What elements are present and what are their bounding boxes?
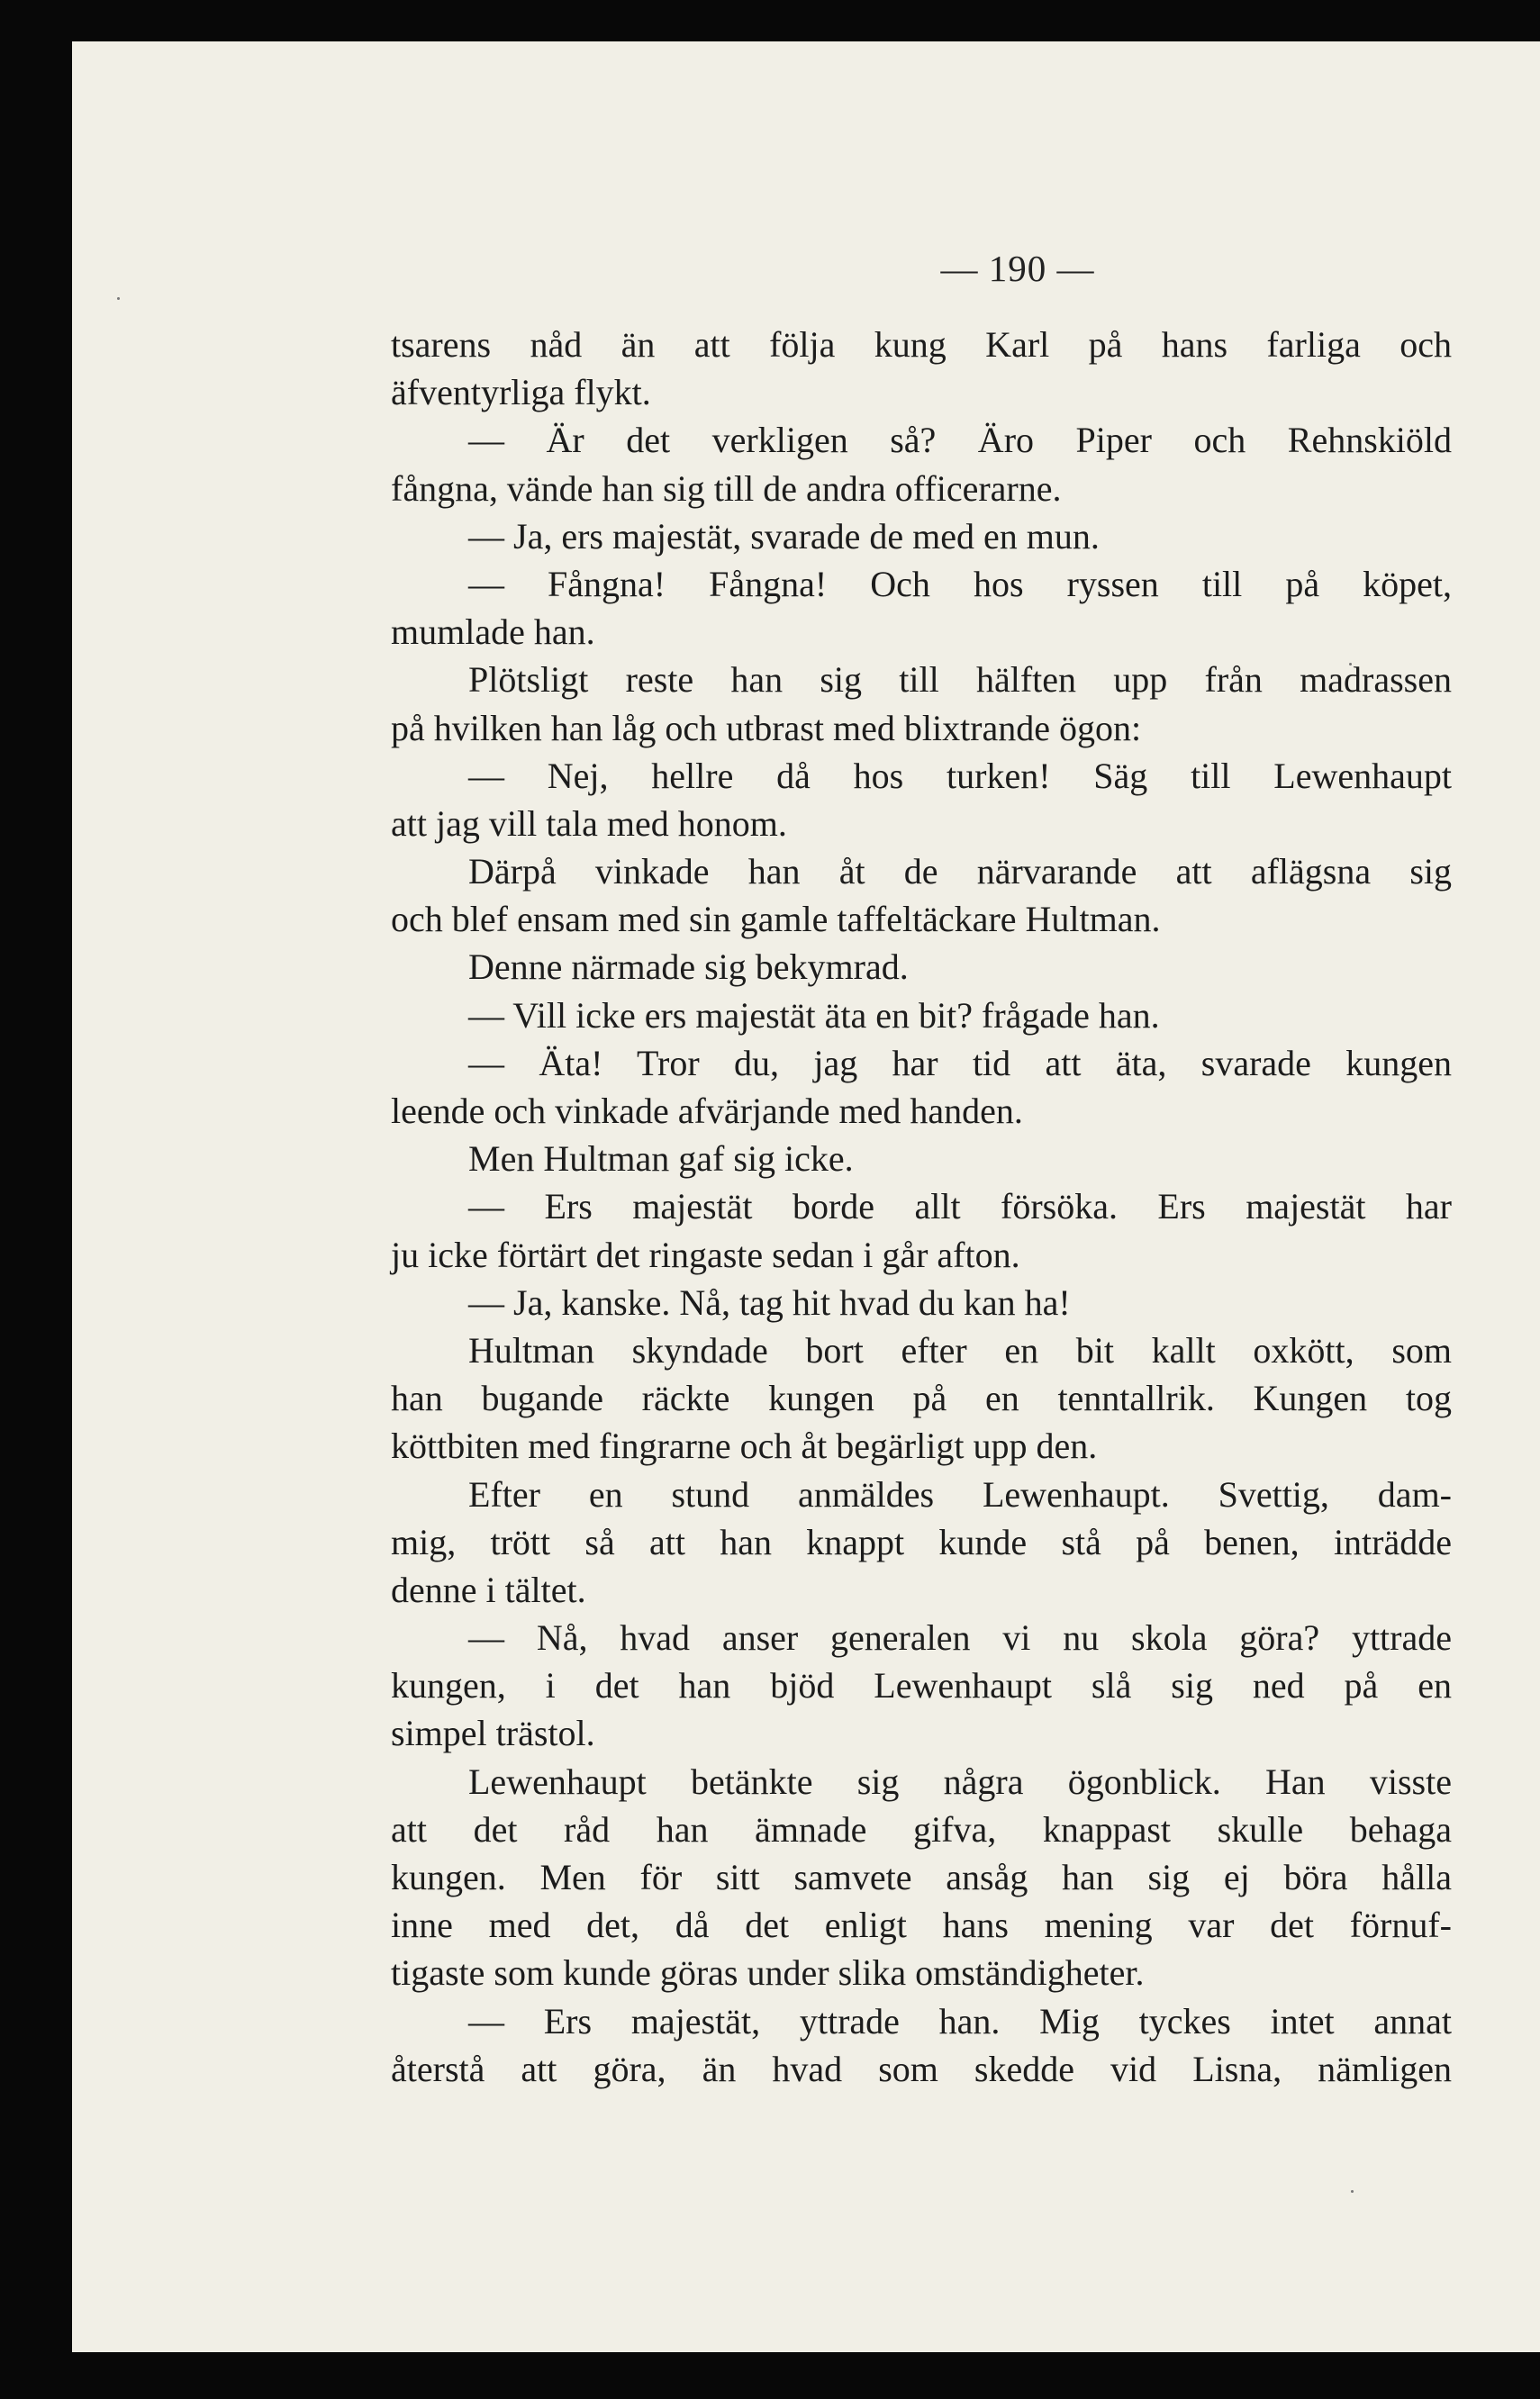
text-line: Lewenhaupt betänkte sig några ögonblick. Han visste bbox=[468, 1761, 1452, 1802]
text-line: på hvilken han låg och utbrast med blixtrande ögon: bbox=[391, 707, 1142, 748]
text-line: simpel trästol. bbox=[391, 1713, 595, 1754]
text-line: kungen, i det han bjöd Lewenhaupt slå sig ned på en bbox=[391, 1665, 1452, 1706]
text-line: kungen. Men för sitt samvete ansåg han sig ej böra hålla bbox=[391, 1857, 1452, 1897]
text-line: Denne närmade sig bekymrad. bbox=[468, 946, 909, 988]
text-line: Men Hultman gaf sig icke. bbox=[468, 1138, 854, 1180]
text-line: och blef ensam med sin gamle taffeltäckare Hultman. bbox=[391, 899, 1161, 940]
text-line: att det råd han ämnade gifva, knappast skulle behaga bbox=[391, 1808, 1452, 1850]
text-line: — Ja, ers majestät, svarade de med en mun. bbox=[468, 515, 1100, 557]
text-line: tsarens nåd än att följa kung Karl på hans farliga och bbox=[391, 324, 1452, 365]
text-line: Hultman skyndade bort efter en bit kallt oxkött, som bbox=[468, 1329, 1452, 1371]
text-line: att jag vill tala med honom. bbox=[391, 802, 787, 844]
text-line: Plötsligt reste han sig till hälften upp från madrassen bbox=[468, 659, 1452, 701]
text-line: mumlade han. bbox=[391, 611, 595, 653]
body-text bbox=[391, 321, 1452, 2093]
text-line: Efter en stund anmäldes Lewenhaupt. Svettig, dam- bbox=[468, 1473, 1452, 1515]
margin-speck bbox=[117, 297, 120, 300]
text-line: köttbiten med fingrarne och åt begärligt upp den. bbox=[391, 1426, 1098, 1467]
text-line: han bugande räckte kungen på en tenntallrik. Kungen tog bbox=[391, 1378, 1452, 1419]
text-line: fångna, vände han sig till de andra officerarne. bbox=[391, 467, 1062, 509]
text-line: — Äta! Tror du, jag har tid att äta, svarade kungen bbox=[468, 1042, 1452, 1083]
text-line: denne i tältet. bbox=[391, 1569, 586, 1610]
text-line: ju icke förtärt det ringaste sedan i går afton. bbox=[391, 1234, 1020, 1275]
text-line: — Nå, hvad anser generalen vi nu skola göra? yttrade bbox=[468, 1617, 1452, 1659]
text-line: — Är det verkligen så? Äro Piper och Rehnskiöld bbox=[468, 420, 1452, 461]
text-line: — Nej, hellre då hos turken! Säg till Lewenhaupt bbox=[468, 755, 1452, 796]
text-line: — Fångna! Fångna! Och hos ryssen till på köpet, bbox=[468, 563, 1452, 604]
text-line: mig, trött så att han knappt kunde stå på benen, inträdde bbox=[391, 1521, 1452, 1562]
text-line: — Ers majestät borde allt försöka. Ers majestät har bbox=[468, 1186, 1452, 1227]
text-line: Därpå vinkade han åt de närvarande att aflägsna sig bbox=[468, 851, 1452, 892]
text-line: — Vill icke ers majestät äta en bit? frågade han. bbox=[468, 994, 1160, 1036]
text-line: — Ja, kanske. Nå, tag hit hvad du kan ha! bbox=[468, 1281, 1071, 1323]
text-line: leende och vinkade afvärjande med handen. bbox=[391, 1091, 1023, 1131]
book-page bbox=[72, 41, 1540, 2352]
text-line: inne med det, då det enligt hans mening var det förnuf- bbox=[391, 1905, 1452, 1946]
page-number: — 190 — bbox=[940, 248, 1095, 289]
text-line: återstå att göra, än hvad som skedde vid Lisna, nämligen bbox=[391, 2048, 1452, 2089]
margin-speck bbox=[1351, 2190, 1354, 2193]
text-line: — Ers majestät, yttrade han. Mig tyckes intet annat bbox=[468, 2000, 1452, 2041]
text-line: äfventyrliga flykt. bbox=[391, 372, 651, 413]
text-line: tigaste som kunde göras under slika omständigheter. bbox=[391, 1952, 1145, 1994]
